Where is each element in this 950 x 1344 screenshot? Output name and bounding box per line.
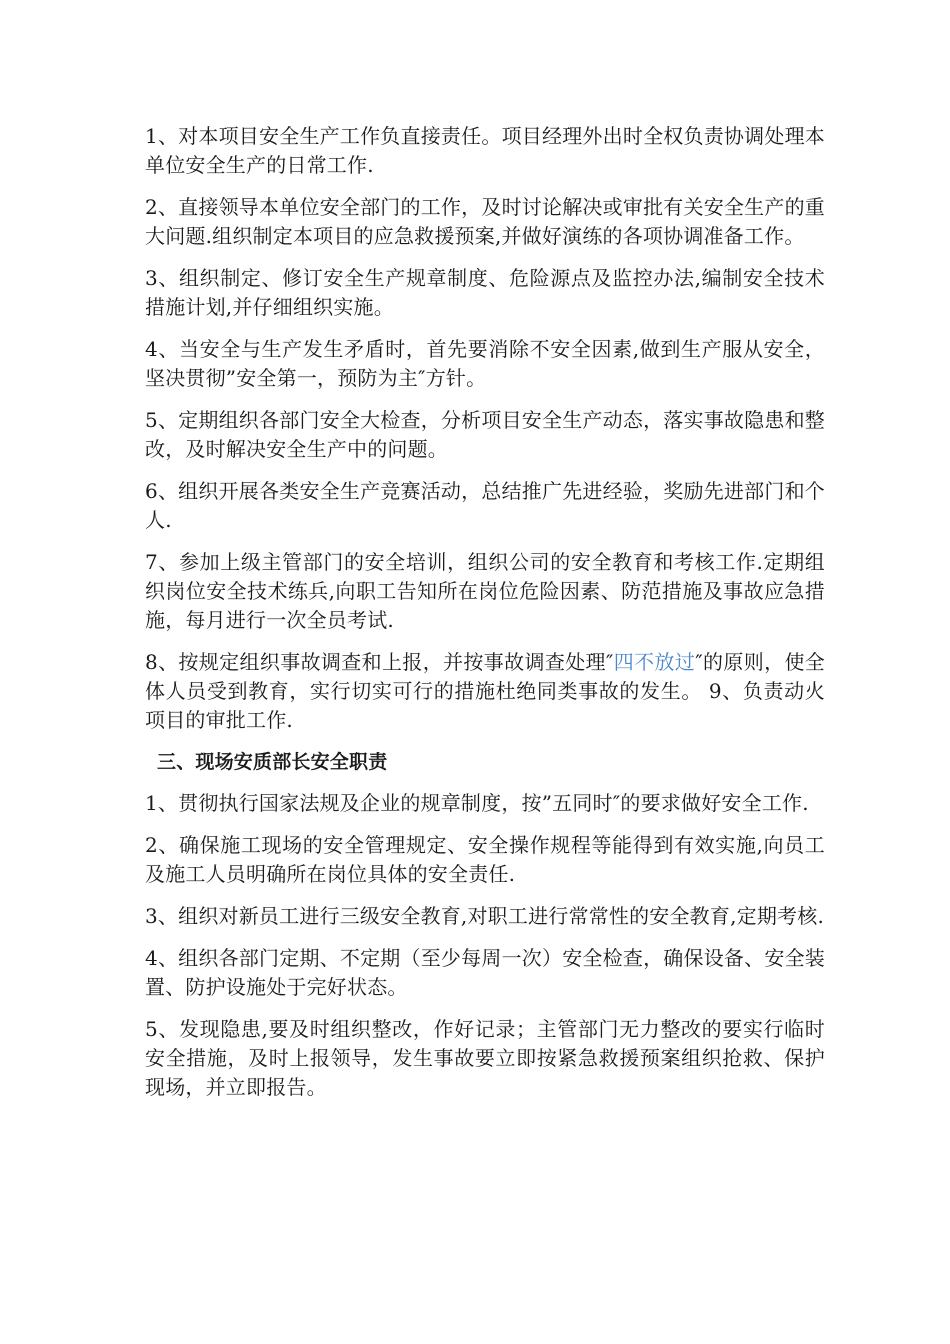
paragraph-item-6: 6、组织开展各类安全生产竞赛活动，总结推广先进经验，奖励先进部门和个人. — [145, 479, 825, 532]
paragraph-item-5: 5、定期组织各部门安全大检查，分析项目安全生产动态，落实事故隐患和整改，及时解决安全生产中的问题。 — [145, 408, 825, 461]
item8-text-before: 8、按规定组织事故调查和上报，并按事故调查处理″ — [145, 650, 614, 674]
section-heading: 三、现场安质部长安全职责 — [157, 751, 388, 773]
paragraph-item-3: 3、组织制定、修订安全生产规章制度、危险源点及监控办法,编制安全技术措施计划,并仔细组织实施。 — [145, 266, 825, 319]
paragraph-item-7: 7、参加上级主管部门的安全培训，组织公司的安全教育和考核工作.定期组织岗位安全技术练兵,向职工告知所在岗位危险因素、防范措施及事故应急措施，每月进行一次全员考试. — [145, 550, 825, 632]
paragraph-item-4: 4、当安全与生产发生矛盾时，首先要消除不安全因素,做到生产服从安全，坚决贯彻”安全第一，预防为主″方针。 — [145, 337, 825, 390]
paragraph-item-8 — [145, 648, 825, 735]
document-page — [145, 122, 825, 1115]
section3-item-3: 3、组织对新员工进行三级安全教育,对职工进行常常性的安全教育,定期考核. — [145, 904, 824, 928]
section3-item-5: 5、发现隐患,要及时组织整改，作好记录；主管部门无力整改的要实行临时安全措施，及时上报领导，发生事故要立即按紧急救援预案组织抢救、保护现场，并立即报告。 — [145, 1017, 825, 1099]
four-not-let-go-link[interactable]: 四不放过 — [613, 650, 696, 674]
paragraph-item-2: 2、直接领导本单位安全部门的工作，及时讨论解决或审批有关安全生产的重大问题.组织制定本项目的应急救援预案,并做好演练的各项协调准备工作。 — [145, 195, 825, 248]
paragraph-item-1: 1、对本项目安全生产工作负直接责任。项目经理外出时全权负责协调处理本单位安全生产的日常工作. — [145, 124, 825, 177]
section3-item-4: 4、组织各部门定期、不定期（至少每周一次）安全检查，确保设备、安全装置、防护设施处于完好状态。 — [145, 946, 825, 999]
item8-text-after: ″的原则，使全体人员受到教育，实行切实可行的措施杜绝同类事故的发生。 9、负责动火项目的审批工作. — [145, 650, 825, 732]
section3-item-2: 2、确保施工现场的安全管理规定、安全操作规程等能得到有效实施,向员工及施工人员明确所在岗位具体的安全责任. — [145, 833, 825, 886]
section3-item-1: 1、贯彻执行国家法规及企业的规章制度，按”五同时″的要求做好安全工作. — [145, 791, 809, 815]
